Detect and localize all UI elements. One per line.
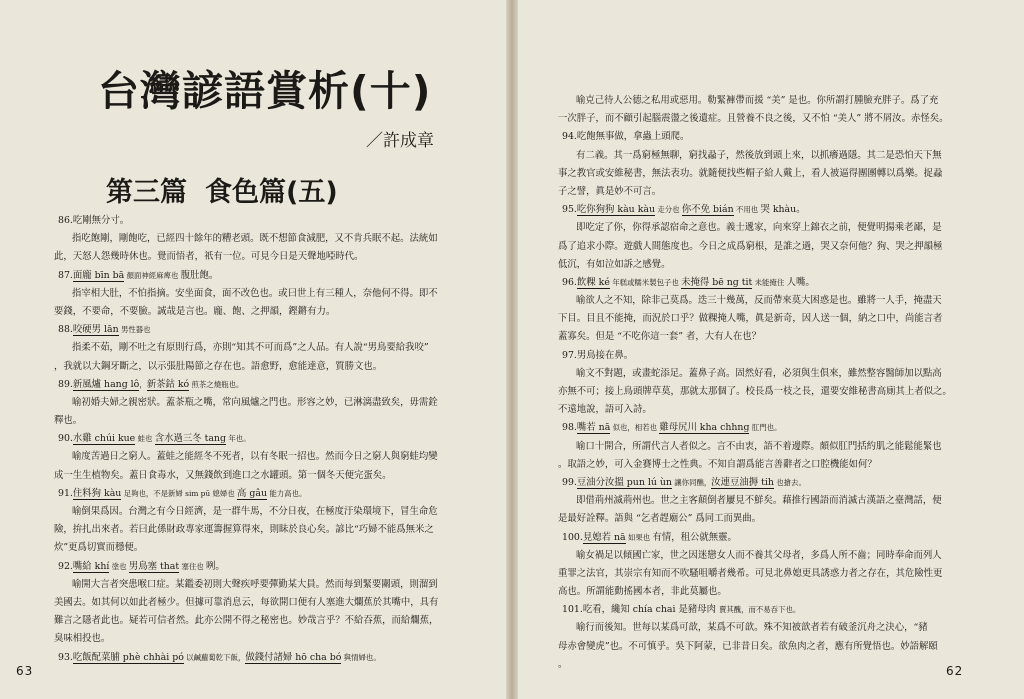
- body-line: [558, 238, 972, 256]
- body-line: [54, 630, 456, 648]
- proverb-heading: [558, 128, 972, 146]
- body-line: [558, 656, 972, 674]
- body-line: [558, 183, 972, 201]
- gloss-note: 賣其醜，而不易吞下也。: [718, 605, 801, 615]
- gloss-note: 肛門也。: [749, 423, 782, 433]
- proverb-heading: [54, 212, 456, 230]
- body-line: [558, 92, 972, 110]
- line-text: 96.: [562, 276, 577, 288]
- line-text: 下目。目且不能掩，而況於口乎？做粿掩人嘴，眞是新奇，因人送一個，納之口中，尚能言者: [558, 313, 943, 325]
- body-line: [558, 510, 972, 528]
- body-line: [558, 456, 972, 474]
- underlined-proverb-text: 嘴給 khí: [72, 560, 110, 572]
- proverb-heading: [54, 430, 456, 448]
- body-line: [558, 565, 972, 583]
- line-text: 指柔不茹，剛不吐之有原則行爲，亦則“知其不可而爲”之人品。有人說“男鳥要給我咬”: [72, 342, 429, 354]
- line-text: 重罪之法官，其崇宗有知而不吹騷咀嚼者幾希。可見北鼻媳更具誘惑力者之存在，其危險性更: [558, 567, 943, 579]
- left-page: [0, 0, 508, 699]
- underlined-proverb-text: 見媳若 nā: [582, 531, 626, 543]
- body-line: [54, 521, 456, 539]
- underlined-proverb-text: 汝連豆油搙 tih: [711, 476, 774, 488]
- body-line: [558, 638, 972, 656]
- proverb-heading: [54, 321, 456, 339]
- underlined-proverb-text: 你不免 bián: [681, 204, 734, 216]
- gloss-note: 讓你同醮，: [671, 477, 712, 487]
- body-line: [54, 594, 456, 612]
- gloss-note: ，: [139, 379, 147, 389]
- line-text: 喻文不對題，或畫蛇添足。蓋鼻子高。固然好看，必須與生俱來，雖然整容醫師加以點高: [576, 367, 942, 379]
- line-text: 母赤會變虎”也。不可慎乎。吳下阿蒙，已非昔日矣。欲魚肉之者，應有所覺悟也。妙語解頤: [558, 640, 938, 652]
- body-line: [54, 612, 456, 630]
- line-text: 即吃定了你，你得承認宿命之意也。義士遞家，向來穿上錦衣之前，便覺明揚乘老鄙，是: [576, 222, 942, 234]
- section-heading: [106, 170, 338, 209]
- proverb-heading: [54, 267, 456, 285]
- line-text: 是最好詮釋。語與 “乞者趕廟公” 爲同工而異曲。: [558, 513, 762, 525]
- line-text: 101.: [562, 604, 583, 616]
- line-text: 人嘴。: [786, 276, 815, 288]
- proverb-heading: [558, 419, 972, 437]
- line-text: 94.吃飽無事做，拿蟲上頭爬。: [562, 131, 690, 143]
- line-text: 93.: [58, 651, 73, 663]
- line-text: 成一生生植物矣。蓋日食毒水，又無錢飲到進口之水罐頭。第一個冬天便完蛋矣。: [54, 469, 392, 481]
- line-text: 喻女禍足以傾國亡家，世之因迷戀女人而不養其父母者，多爲人所不齒；同時奉命而列人: [576, 549, 942, 561]
- line-text: 喻欲人之不知，除非己莫爲。迭三十幾萬，反而帶來莫大困惑是也。雖將一人手，掩盡天: [576, 295, 942, 307]
- line-text: 喻初婚夫婦之親密狀。蓋茶瓶之嘴，常向風爐之門也。形容之妙，已淋漓盡致矣，毋需銓: [72, 396, 438, 408]
- section-name: 食色篇(五): [205, 177, 338, 208]
- gloss-note: 能力高也。: [267, 488, 307, 498]
- line-text: 高也。所謂能動搖國本者，非此莫屬也。: [558, 586, 727, 598]
- line-text: 有二義。其一爲窮極無聊，窮找蝨子，然後放到頭上來，以抓癢過隱。其二是恐怕天下無: [576, 149, 942, 161]
- section-part: 第三篇: [106, 177, 187, 208]
- body-line: [54, 576, 456, 594]
- line-text: 低沉，有如泣如訴之感覺。: [558, 258, 671, 270]
- line-text: 喻倒果爲因。台灣之有今日經濟，是一群牛馬，不分日夜，在極度汙染環境下，冒生命危: [72, 506, 438, 517]
- underlined-proverb-text: 男鳥塞 that: [128, 560, 180, 572]
- line-text: 97.男鳥接在鼻。: [562, 349, 634, 361]
- body-line: [558, 365, 972, 383]
- line-text: 90.: [58, 433, 73, 445]
- gloss-note: 足夠也，不是新婦 sim pū 媳婦也: [121, 488, 238, 498]
- body-line: [54, 339, 456, 357]
- line-text: 炊”更爲切實而穩便。: [54, 542, 144, 554]
- line-text: 爲了追求小際。遊戲人間態度也。今日之成爲窮根，是誰之過，哭又奈何他？狗、哭之押韻極: [558, 240, 943, 252]
- left-body-text: [54, 212, 456, 667]
- page-number-left: 63: [16, 664, 34, 678]
- article-title: 台灣諺語賞析(十): [98, 67, 432, 115]
- line-text: 事之教官或安維秘書，無法表功。就隨便找些帽子給人戴上，看人被逼得團團轉以爲樂。捉蝨: [558, 167, 943, 179]
- line-text: 吃看，纔知 chía chai 是豬母肉: [582, 604, 719, 616]
- line-text: ，我就以大鋼牙斷之，以示張肚陽節之存在也。語愈野，愈能達意，質勝文也。: [54, 360, 383, 372]
- gloss-note: 如果也: [625, 532, 653, 542]
- right-body-text: [558, 92, 972, 674]
- body-line: [54, 248, 456, 266]
- body-line: [558, 328, 972, 346]
- underlined-proverb-text: 吃你狗狗 kàu kàu: [576, 204, 655, 216]
- proverb-heading: [558, 529, 972, 547]
- body-line: [54, 285, 456, 303]
- gloss-note: 年糕或糯米製包子也: [609, 277, 682, 287]
- line-text: 此，天怒人怨幾時休也。覺而悟者，祇有一位。可見今日是天聲地啞時代。: [54, 251, 364, 263]
- gloss-note: 煎茶之燒瓶也。: [189, 379, 244, 389]
- proverb-heading: [558, 601, 972, 619]
- line-text: 喻開大言者突患喉口症。某鑑委初則大聲疾呼要彈勤某大員。然而每到緊要關頭，則溜到: [72, 578, 438, 590]
- line-text: 喻度苦過日之窮人。蓋蛙之能經冬不死者，以有冬眠一招也。然而今日之窮人與窮蛙均變: [72, 451, 438, 463]
- proverb-heading: [558, 347, 972, 365]
- underlined-proverb-text: 雞母尻川 kha chhng: [659, 422, 750, 434]
- gloss-note: 未能掩住: [752, 277, 787, 287]
- body-line: [54, 412, 456, 430]
- line-text: 喻口十開合，所謂代言人者似之。言不由衷，語不着邊際。頗似肛門括約肌之能鬆能緊也: [576, 440, 942, 452]
- line-text: 蓋寡矣。但是 “不吃你這一套” 者，大有人在也？: [558, 331, 762, 343]
- body-line: [558, 147, 972, 165]
- page-number-right: 62: [946, 664, 964, 678]
- underlined-proverb-text: 豆油分汝搵 pun lú ùn: [576, 476, 672, 488]
- line-text: 。: [558, 658, 568, 670]
- body-line: [54, 394, 456, 412]
- proverb-heading: [54, 485, 456, 503]
- line-text: 釋也。: [54, 415, 83, 427]
- line-text: 一次胖子，而不顧引起腦震盪之後遺症。且營養不良之後，又不怕 “美人” 將不屑汝。赤怪矣。: [558, 113, 949, 125]
- line-text: 喻行而後知。世每以某爲可歆，某爲不可歆。殊不知被歆者若有破釜沉舟之決心，“豬: [576, 622, 928, 634]
- gloss-note: 不用也: [733, 205, 761, 215]
- underlined-proverb-text: 住料狗 kàu: [72, 487, 122, 499]
- underlined-proverb-text: 未掩得 bē ng tit: [681, 276, 753, 288]
- line-text: 92.: [58, 560, 73, 572]
- gloss-note: 塗也: [109, 561, 129, 571]
- body-line: [54, 539, 456, 557]
- line-text: 95.: [562, 204, 577, 216]
- gloss-note: 以鹹蘿蔔乾下飯，: [183, 652, 246, 662]
- body-line: [558, 438, 972, 456]
- underlined-proverb-text: 飲粿 ké: [576, 276, 610, 288]
- gloss-note: 男性器也: [118, 325, 151, 335]
- underlined-proverb-text: 水雞 chúi kue: [72, 433, 136, 445]
- line-text: 指宰相大肚，不怕指摘。安坐面食，面不改色也。或曰世上有三種人，奈他何不得。即不: [72, 287, 438, 299]
- line-text: 亦無不可；接上鳥頭牌草莫，那就太那個了。校長爲一枝之長，還要安維秘書高廁其上者似之。: [558, 386, 952, 397]
- proverb-heading: [558, 274, 972, 292]
- body-line: [54, 358, 456, 376]
- line-text: 有情，租公就無靈。: [652, 531, 737, 543]
- line-text: 美國去。如其何以如此者極少。但據可靠消息云，每欲開口便有人塞進大爛蕉於其嘴中，具有: [54, 596, 439, 608]
- book-gutter: [506, 0, 518, 699]
- line-text: 要錢，不要命，不要臉。誠哉是言也。龐、飽、之押韻，鏗鏘有力。: [54, 305, 336, 317]
- line-text: 腹肚飽。: [180, 269, 219, 281]
- body-line: [54, 467, 456, 485]
- proverb-heading: [54, 376, 456, 394]
- body-line: [558, 383, 972, 401]
- line-text: 100.: [562, 531, 583, 543]
- underlined-proverb-text: 新茶鈷 kó: [146, 378, 190, 390]
- line-text: 98.: [562, 422, 577, 434]
- body-line: [558, 256, 972, 274]
- proverb-heading: [54, 649, 456, 667]
- line-text: 86.吃剛無分寸。: [58, 215, 130, 226]
- underlined-proverb-text: 含水過三冬 tang: [154, 433, 226, 445]
- underlined-proverb-text: 做錢付諸婦 hō cha bó: [245, 651, 342, 663]
- underlined-proverb-text: 面龐 bīn bā: [72, 269, 125, 281]
- line-text: 指吃飽剛，剛飽吃，已經四十餘年的糟老頭。既不想節食減肥，又不肯兵眠不起。法統如: [72, 233, 438, 245]
- line-text: 不遠地說，語可入詩。: [558, 404, 652, 416]
- underlined-proverb-text: 咬硬男 lān: [72, 324, 119, 336]
- underlined-proverb-text: 新風爐 hang lô: [72, 378, 140, 390]
- line-text: 哭 khàu。: [760, 204, 806, 216]
- gloss-note: 年也。: [225, 434, 251, 444]
- body-line: [558, 292, 972, 310]
- body-line: [54, 503, 456, 521]
- body-line: [54, 303, 456, 321]
- line-text: 88.: [58, 324, 73, 336]
- gloss-note: 蛙也: [135, 434, 155, 444]
- line-text: 險，拚扎出來者。若曰此係財政專家運籌握算得來，則眛於良心矣。諺比“巧婦不能爲無米之: [54, 524, 434, 536]
- gloss-note: 顏面神經麻痺也: [124, 270, 181, 280]
- line-text: 87.: [58, 269, 73, 281]
- right-page: [516, 0, 1024, 699]
- underlined-proverb-text: 嘴若 nā: [576, 422, 611, 434]
- gloss-note: 走分也: [655, 205, 682, 215]
- body-line: [54, 230, 456, 248]
- line-text: 子之譬，眞是妙不可言。: [558, 185, 662, 197]
- body-line: [558, 165, 972, 183]
- line-text: 咧。: [206, 560, 225, 572]
- line-text: 。取語之妙，可入金賽博士之性典。不知自謂爲能言善辭者之口腔機能如何？: [558, 458, 877, 470]
- body-line: [558, 583, 972, 601]
- body-line: [558, 547, 972, 565]
- body-line: [558, 492, 972, 510]
- line-text: 喻克己待人公德之私用或惡用。勒緊褲帶而援 “美” 是也。你所謂打腫臉充胖子。爲了充: [576, 95, 939, 106]
- line-text: 99.: [562, 476, 577, 488]
- underlined-proverb-text: 吃飯配菜脯 phè chhài pó: [72, 651, 184, 663]
- line-text: 89.: [58, 378, 73, 390]
- line-text: 臭味相投也。: [54, 633, 111, 645]
- body-line: [558, 219, 972, 237]
- proverb-heading: [558, 474, 972, 492]
- gloss-note: 與情婦也。: [341, 652, 381, 662]
- body-line: [54, 448, 456, 466]
- author-line: ／許成章: [366, 131, 434, 151]
- proverb-heading: [558, 201, 972, 219]
- underlined-proverb-text: 高 gâu: [237, 487, 268, 499]
- gloss-note: 也搶去。: [773, 477, 806, 487]
- body-line: [558, 310, 972, 328]
- body-line: [558, 401, 972, 419]
- line-text: 難言之隱者此也。疑若可信者然。此亦公開不得之秘密也。妙哉言乎？不給吞蕉，而給爛蕉，: [54, 615, 439, 627]
- gloss-note: 塞住也: [179, 561, 207, 571]
- body-line: [558, 619, 972, 637]
- line-text: 91.: [58, 487, 73, 499]
- line-text: 即借荊州滅荊州也。世之主客顛倒者屢見不鮮矣。藉推行國語而消滅古漢語之臺灣話，便: [576, 495, 942, 507]
- gloss-note: 似也，相若也: [610, 423, 660, 433]
- body-line: [558, 110, 972, 128]
- proverb-heading: [54, 558, 456, 576]
